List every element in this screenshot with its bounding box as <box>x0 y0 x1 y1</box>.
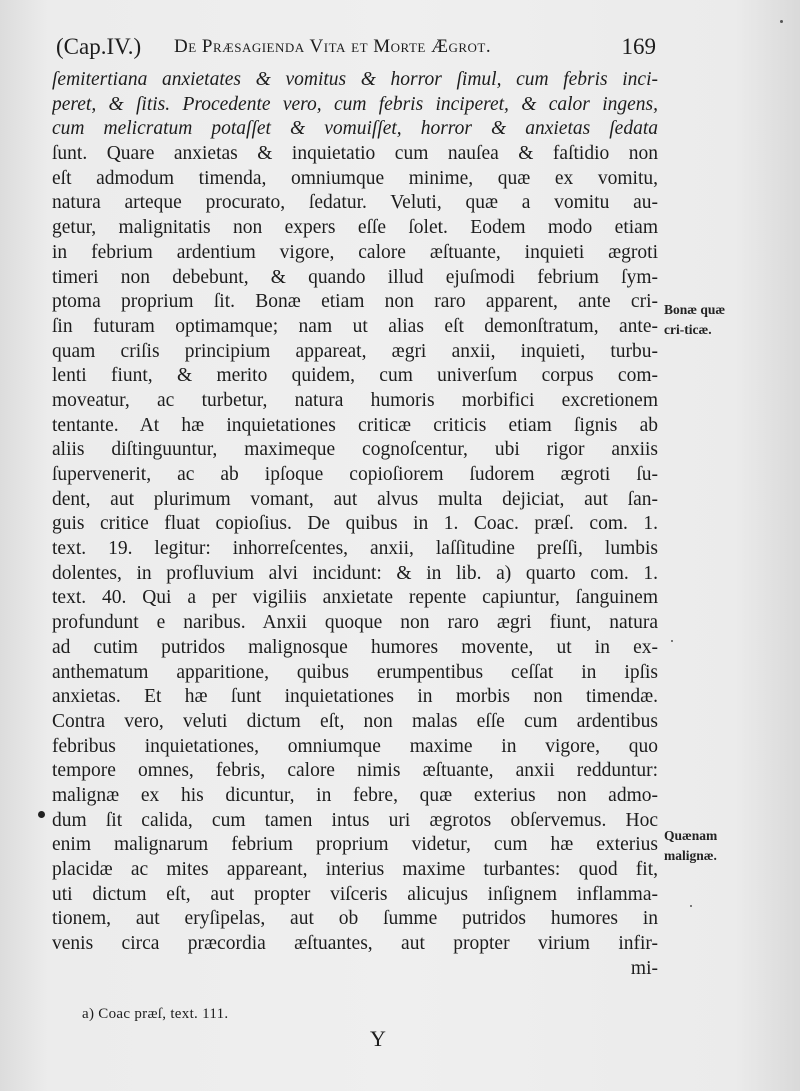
text-line: venis circa præcordia æſtuantes, aut propter virium infir- <box>52 933 658 955</box>
text-line: tempore omnes, febris, calore nimis æſtuante, anxii redduntur: <box>52 760 658 782</box>
text-line: aliis diſtinguuntur, maximeque cognoſcentur, ubi rigor anxiis <box>52 439 658 461</box>
text-line: dent, aut plurimum vomant, aut alvus multa dejiciat, aut ſan- <box>52 488 658 510</box>
margin-note-bonae <box>664 300 744 340</box>
text-line: uti dictum eſt, aut propter viſceris alicujus inſignem inflamma- <box>52 883 658 905</box>
text-line: malignæ ex his dicuntur, in febre, quæ exterius non admo- <box>52 784 658 806</box>
page-number: 169 <box>621 34 656 59</box>
running-header <box>56 32 656 66</box>
text-line: enim malignarum febrium proprium videtur, cum hæ exterius <box>52 834 658 856</box>
text-line: quam criſis principium appareat, ægri anxii, inquieti, turbu- <box>52 340 658 362</box>
text-line: ſin futuram optimamque; nam ut alias eſt demonſtratum, ante- <box>52 315 658 337</box>
text-line: lenti fiunt, & merito quidem, cum univerſum corpus com- <box>52 365 658 387</box>
text-line: natura arteque procurato, ſedatur. Veluti, quæ a vomitu au- <box>52 192 658 214</box>
text-line: mi- <box>630 957 658 979</box>
margin-note-text: Quænam malignæ. <box>664 828 718 863</box>
text-line: text. 19. legitur: inhorreſcentes, anxii, laſſitudine preſſi, lumbis <box>52 538 658 560</box>
text-line: anthematum apparitione, quibus erumpentibus ceſſat in ipſis <box>52 661 658 683</box>
signature-mark: Y <box>370 1026 386 1051</box>
text-line: anxietas. Et hæ ſunt inquietationes in morbis non timendæ. <box>52 686 658 708</box>
text-line: moveatur, ac turbetur, natura humoris morbifici excretionem <box>52 389 658 411</box>
text-line: profundunt e naribus. Anxii quoque non raro ægri fiunt, natura <box>52 612 658 634</box>
text-line: eſt admodum timenda, omniumque minime, quæ ex vomitu, <box>52 167 658 189</box>
text-line: ptoma proprium ſit. Bonæ etiam non raro apparent, ante cri- <box>52 291 658 313</box>
text-line: placidæ ac mites appareant, interius maxime turbantes: quod fit, <box>52 859 658 880</box>
margin-note-text: Bonæ quæ cri-ticæ. <box>664 302 726 337</box>
text-line: ſemitertiana anxietates & vomitus & horror ſimul, cum febris inci- <box>52 69 658 90</box>
text-line: ſupervenerit, ac ab ipſoque copioſiorem ſudorem ægroti ſu- <box>52 464 658 485</box>
paper-speck <box>780 20 783 23</box>
body-text <box>52 68 658 981</box>
text-line: timeri non debebunt, & quando illud ejuſmodi febrium ſym- <box>52 266 658 288</box>
paper-speck <box>690 905 692 907</box>
text-line: tionem, aut eryſipelas, aut ob ſumme putridos humores in <box>52 908 658 930</box>
paper-speck <box>671 640 673 642</box>
running-title: De Præsagienda Vita et Morte Ægrot. <box>174 36 492 57</box>
text-line: getur, malignitatis non expers eſſe ſolet. Eodem modo etiam <box>52 217 658 239</box>
chapter-label: (Cap.IV.) <box>56 34 142 59</box>
ink-dot <box>38 811 45 818</box>
text-line: in febrium ardentium vigore, calore æſtuante, inquieti ægroti <box>52 241 658 263</box>
text-line: guis critice fluat copioſius. De quibus in 1. Coac. præſ. com. 1. <box>52 513 658 535</box>
text-line: dum ſit calida, cum tamen intus uri ægrotos obſervemus. Hoc <box>52 809 658 831</box>
text-line: dolentes, in profluvium alvi incidunt: & in lib. a) quarto com. 1. <box>52 562 658 584</box>
text-line: peret, & ſitis. Procedente vero, cum febris inciperet, & calor ingens, <box>52 93 658 115</box>
margin-note-quaenam <box>664 826 744 866</box>
footnote: a) Coac præſ, text. 111. <box>82 1006 229 1022</box>
text-line: Contra vero, veluti dictum eſt, non malas eſſe cum ardentibus <box>52 710 658 732</box>
text-line: tentante. At hæ inquietationes criticæ criticis etiam ſignis ab <box>52 414 658 436</box>
text-line: ſunt. Quare anxietas & inquietatio cum nauſea & faſtidio non <box>52 143 658 165</box>
text-line: cum melicratum potaſſet & vomuiſſet, horror & anxietas ſedata <box>52 118 658 140</box>
text-line: text. 40. Qui a per vigiliis anxietate repente capiuntur, ſanguinem <box>52 587 658 609</box>
text-line: febribus inquietationes, omniumque maxime in vigore, quo <box>52 735 658 757</box>
text-line: ad cutim putridos malignosque humores movente, ut in ex- <box>52 636 658 658</box>
